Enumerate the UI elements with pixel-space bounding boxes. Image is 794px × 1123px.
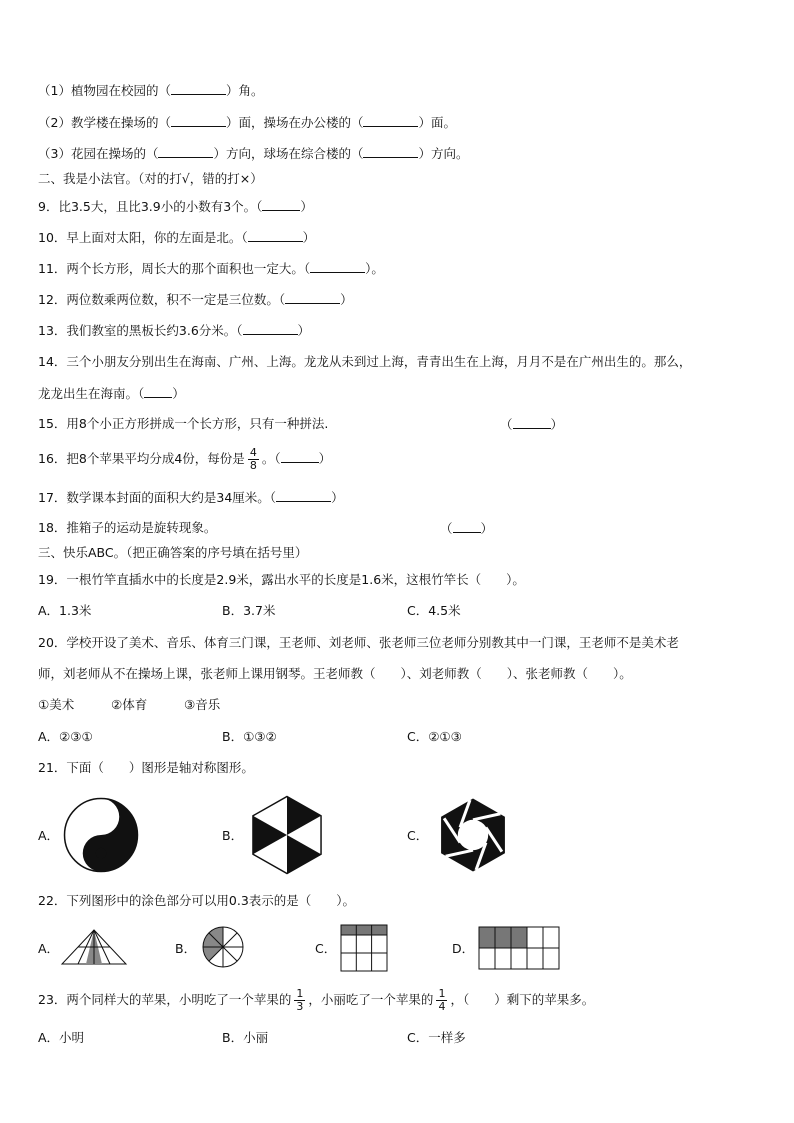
question-22: 22．下列图形中的涂色部分可以用0.3表示的是（ ）。 xyxy=(38,893,356,908)
option-a[interactable]: A．②③① xyxy=(38,729,93,744)
answer-blank[interactable] xyxy=(276,489,331,502)
answer-blank[interactable] xyxy=(363,114,418,127)
answer-blank[interactable] xyxy=(262,198,300,211)
answer-blank[interactable] xyxy=(171,82,226,95)
question-12: 12．两位数乘两位数，积不一定是三位数。（ ） xyxy=(38,292,353,307)
answer-blank[interactable] xyxy=(285,291,340,304)
option-b[interactable]: B．小丽 xyxy=(222,1030,269,1045)
option-c[interactable]: C．②①③ xyxy=(407,729,462,744)
question-10: 10．早上面对太阳，你的左面是北。（ ） xyxy=(38,230,316,245)
option-b-label[interactable]: B． xyxy=(222,828,244,843)
answer-blank[interactable] xyxy=(248,229,303,242)
triangle-figure[interactable] xyxy=(60,928,128,966)
fraction: $\frac{1}{4}$ xyxy=(438,987,446,1013)
question-15-answer: （ ） xyxy=(500,417,564,432)
question-20-line-2: 师，刘老师从不在操场上课，张老师上课用钢琴。王老师教（ ）、刘老师教（ ）、张老师教（ ）。 xyxy=(38,666,632,681)
option-a-label[interactable]: A． xyxy=(38,941,60,956)
section-heading-3: 三、快乐ABC。（把正确答案的序号填在括号里） xyxy=(38,545,308,560)
sub-question-3: （3）花园在操场的（ ）方向，球场在综合楼的（ ）方向。 xyxy=(38,146,469,161)
item-3: ③音乐 xyxy=(184,697,221,712)
question-11: 11．两个长方形，周长大的那个面积也一定大。（ ）。 xyxy=(38,261,384,276)
yin-yang-icon[interactable] xyxy=(62,797,140,873)
answer-blank[interactable] xyxy=(453,520,481,533)
question-23: 23．两个同样大的苹果，小明吃了一个苹果的 $\frac{1}{3}$ ，小丽吃了一个苹果的 $\frac{1}{4}$ ，（ ）剩下的苹果多。 xyxy=(38,987,595,1013)
fraction: $\frac{4}{8}$ xyxy=(249,446,257,472)
option-b[interactable]: B．3.7米 xyxy=(222,603,276,618)
item-1: ①美术 xyxy=(38,697,75,712)
grid-figure-d[interactable] xyxy=(478,926,560,970)
grid-figure-c[interactable] xyxy=(340,924,388,972)
option-a-label[interactable]: A． xyxy=(38,828,60,843)
option-b[interactable]: B．①③② xyxy=(222,729,277,744)
answer-blank[interactable] xyxy=(158,145,213,158)
circle-figure[interactable] xyxy=(201,925,245,969)
answer-blank[interactable] xyxy=(243,322,298,335)
question-18-answer: （ ） xyxy=(440,521,494,536)
fraction: $\frac{1}{3}$ xyxy=(296,987,304,1013)
answer-blank[interactable] xyxy=(281,450,319,463)
answer-blank[interactable] xyxy=(310,260,365,273)
question-14-line-2: 龙龙出生在海南。（ ） xyxy=(38,386,185,401)
question-15: 15．用8个小正方形拼成一个长方形，只有一种拼法. xyxy=(38,416,329,431)
question-16: 16．把8个苹果平均分成4份，每份是 $\frac{4}{8}$ 。（ ） xyxy=(38,446,332,472)
option-b-label[interactable]: B． xyxy=(175,941,197,956)
option-c-label[interactable]: C． xyxy=(407,828,429,843)
sub-question-1: （1）植物园在校园的（ ）角。 xyxy=(38,83,264,98)
aperture-icon[interactable] xyxy=(434,797,512,873)
question-13: 13．我们教室的黑板长约3.6分米。（ ） xyxy=(38,323,311,338)
option-a[interactable]: A．小明 xyxy=(38,1030,85,1045)
sub-question-2: （2）教学楼在操场的（ ）面，操场在办公楼的（ ）面。 xyxy=(38,115,456,130)
answer-blank[interactable] xyxy=(171,114,226,127)
item-2: ②体育 xyxy=(111,697,148,712)
answer-blank[interactable] xyxy=(144,385,172,398)
answer-blank[interactable] xyxy=(513,416,551,429)
option-c[interactable]: C．4.5米 xyxy=(407,603,461,618)
question-20-line-1: 20．学校开设了美术、音乐、体育三门课，王老师、刘老师、张老师三位老师分别教其中一门课，王老师不是美术老 xyxy=(38,635,679,650)
question-9: 9．比3.5大，且比3.9小的小数有3个。（ ） xyxy=(38,199,313,214)
answer-blank[interactable] xyxy=(363,145,418,158)
option-c-label[interactable]: C． xyxy=(315,941,337,956)
option-d-label[interactable]: D． xyxy=(452,941,475,956)
question-14-line-1: 14．三个小朋友分别出生在海南、广州、上海。龙龙从未到过上海，青青出生在上海，月月不是在广州出生的。那么， xyxy=(38,354,692,369)
question-21: 21．下面（ ）图形是轴对称图形。 xyxy=(38,760,254,775)
question-18: 18．推箱子的运动是旋转现象。 xyxy=(38,520,217,535)
section-heading-2: 二、我是小法官。（对的打√，错的打×） xyxy=(38,171,263,186)
hexagon-icon[interactable] xyxy=(250,795,324,875)
question-19: 19．一根竹竿直插水中的长度是2.9米，露出水平的长度是1.6米，这根竹竿长（ ）。 xyxy=(38,572,525,587)
option-a[interactable]: A．1.3米 xyxy=(38,603,92,618)
question-17: 17．数学课本封面的面积大约是34厘米。（ ） xyxy=(38,490,344,505)
option-c[interactable]: C．一样多 xyxy=(407,1030,466,1045)
